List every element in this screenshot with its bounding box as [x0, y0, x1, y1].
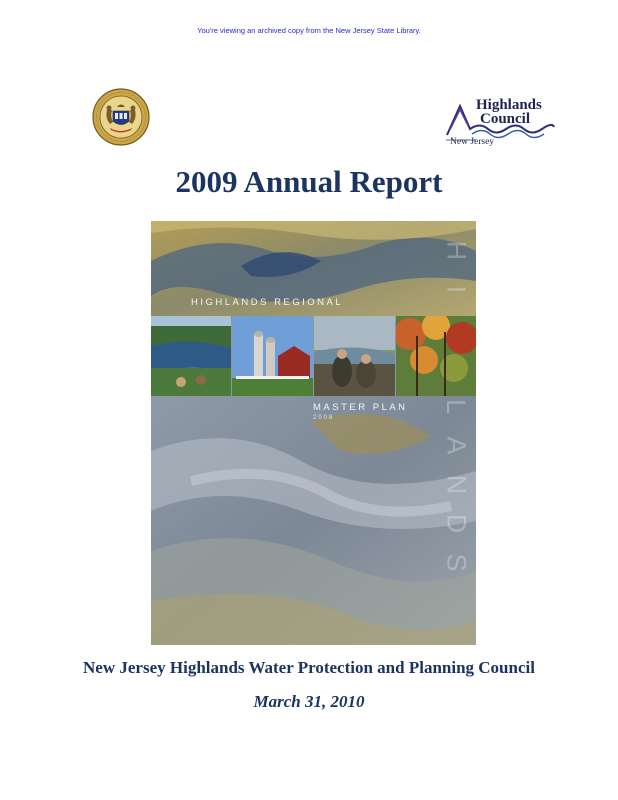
nj-state-seal	[92, 88, 150, 146]
report-title: 2009 Annual Report	[175, 164, 443, 199]
photo-reservoir	[151, 316, 231, 396]
cover-letter: L	[441, 398, 472, 415]
council-name: New Jersey Highlands Water Protection and Planning Council	[83, 658, 535, 677]
cover-vertical-word	[442, 231, 470, 582]
cover-caption-bottom: MASTER PLAN	[313, 402, 408, 413]
logo-line2: Council	[480, 111, 531, 127]
cover-letter: N	[441, 474, 472, 495]
cover-letter: I	[441, 285, 472, 294]
cover-letter: H	[441, 240, 472, 261]
cover-caption-top: HIGHLANDS REGIONAL	[191, 297, 344, 308]
logo-state: New Jersey	[450, 137, 495, 147]
cover-caption-year: 2008	[313, 415, 335, 421]
cover-letter: S	[441, 553, 472, 572]
cover-letter: D	[441, 513, 472, 534]
logo-line1: Highlands	[476, 97, 542, 113]
photo-hikers	[314, 316, 395, 396]
photo-farm-silos	[232, 316, 313, 396]
cover-letter: A	[441, 436, 472, 455]
cover-background	[151, 221, 476, 645]
master-plan-cover-image	[151, 221, 476, 645]
cover-photo-strip	[151, 316, 476, 396]
report-date: March 31, 2010	[253, 692, 365, 711]
highlands-council-logo	[446, 96, 556, 152]
archive-notice: You're viewing an archived copy from the New Jersey State Library.	[197, 26, 421, 35]
photo-autumn-trees	[396, 316, 476, 396]
